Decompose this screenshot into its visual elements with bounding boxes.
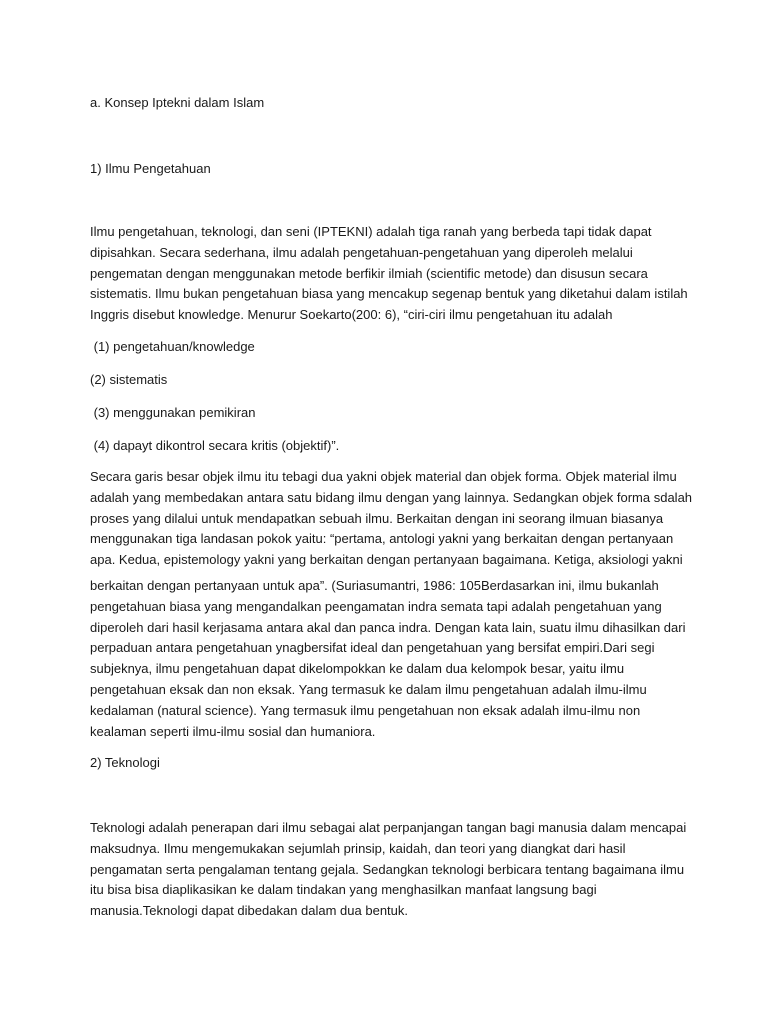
subheading-teknologi: 2) Teknologi [90, 755, 160, 770]
list-item: (2) sistematis [90, 372, 168, 387]
paragraph-berkaitan: berkaitan dengan pertanyaan untuk apa”. (Suriasumantri, 1986: 105Berdasarkan ini, ilmu bukanlah pengetahuan biasa yang mengandalkan peengamatan indra semata tapi adalah pengetahuan yang diperoleh dari hasil kerjasama antara akal dan panca indra. Dengan kata lain, suatu ilmu dihasilkan dari perpaduan antara pengetahuan ynagbersifat ideal dan pengetahuan yang bersifat empiri.Dari segi subjeknya, ilmu pengetahuan dapat dikelompokkan ke dalam dua kelompok besar, yaitu ilmu pengetahuan eksak dan non eksak. Yang termasuk ke dalam ilmu pengetahuan adalah ilmu-ilmu kedalaman (natural science). Yang termasuk ilmu pengetahuan non eksak adalah ilmu-ilmu non kealaman seperti ilmu-ilmu sosial dan humaniora. [90, 578, 686, 739]
paragraph-ilmu-intro: Ilmu pengetahuan, teknologi, dan seni (IPTEKNI) adalah tiga ranah yang berbeda tapi tidak dapat dipisahkan. Secara sederhana, ilmu adalah pengetahuan-pengetahuan yang diperoleh melalui pengematan dengan menggunakan metode berfikir ilmiah (scientific metode) dan disusun secara sistematis. Ilmu bukan pengetahuan biasa yang mencakup segenap bentuk yang diketahui dalam istilah Inggris disebut knowledge. Menurur Soekarto(200: 6), “ciri-ciri ilmu pengetahuan itu adalah [90, 224, 688, 323]
section-heading: a. Konsep Iptekni dalam Islam [90, 95, 265, 110]
paragraph-teknologi: Teknologi adalah penerapan dari ilmu sebagai alat perpanjangan tangan bagi manusia dalam mencapai maksudnya. Ilmu mengemukakan sejumlah prinsip, kaidah, dan teori yang diangkat dari hasil pengamatan serta pengalaman tentang gejala. Sedangkan teknologi berbicara tentang bagaimana ilmu itu bisa bisa diaplikasikan ke dalam tindakan yang menghasilkan manfaat langsung bagi manusia.Teknologi dapat dibedakan dalam dua bentuk. [90, 820, 687, 919]
list-item: (4) dapayt dikontrol secara kritis (objektif)”. [90, 438, 340, 453]
list-item: (1) pengetahuan/knowledge [90, 339, 255, 354]
paragraph-objek-ilmu: Secara garis besar objek ilmu itu tebagi dua yakni objek material dan objek forma. Objek material ilmu adalah yang membedakan antara satu bidang ilmu dengan yang lainnya. Sedangkan objek forma sdalah proses yang dilalui untuk mendapatkan sebuah ilmu. Berkaitan dengan ini seorang ilmuan biasanya menggunakan tiga landasan pokok yaitu: “pertama, antologi yakni yang berkaitan dengan pertanyaan apa. Kedua, epistemology yakni yang berkaitan dengan pertanyaan bagaimana. Ketiga, aksiologi yakni [90, 469, 693, 568]
list-item: (3) menggunakan pemikiran [90, 405, 256, 420]
subheading-ilmu-pengetahuan: 1) Ilmu Pengetahuan [90, 161, 211, 176]
